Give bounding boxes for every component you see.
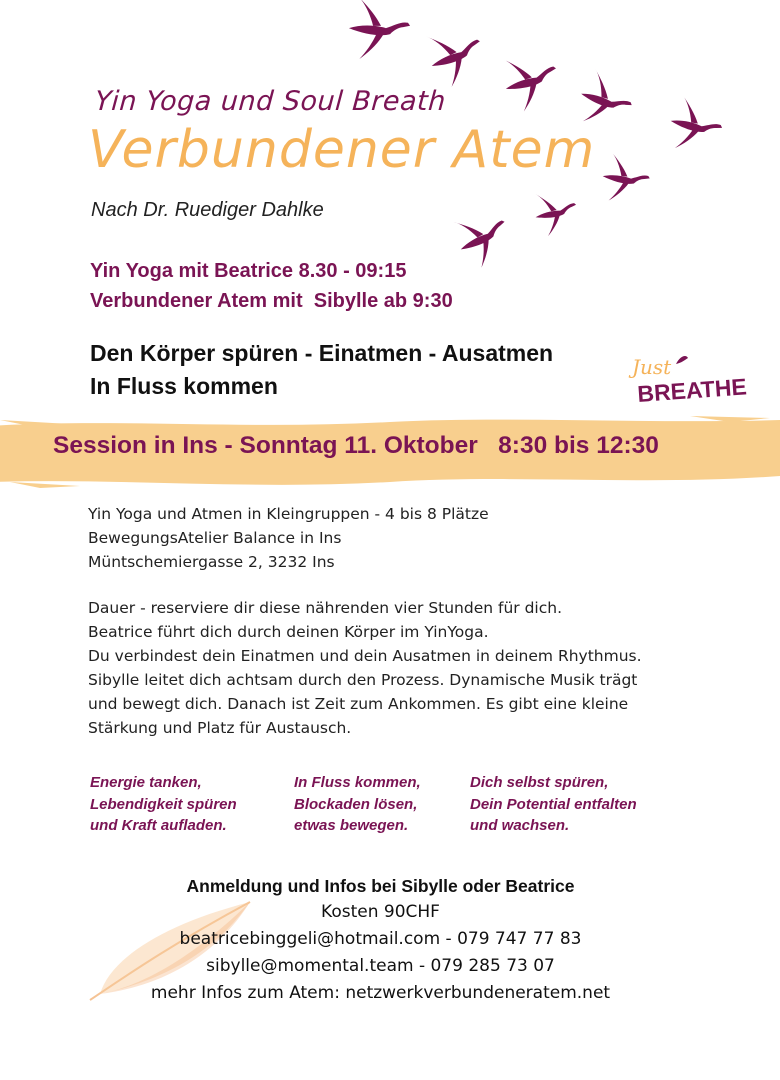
flying-goose-icon [597,151,654,209]
contact-beatrice[interactable]: beatricebinggeli@hotmail.com - 079 747 77 83 [179,929,582,949]
benefit-column-2 [294,772,421,837]
tagline-line-1: Den Körper spüren - Einatmen - Ausatmen [90,340,554,366]
flying-goose-icon [451,205,517,272]
description-block [88,596,642,740]
detail-line: Yin Yoga und Atmen in Kleingruppen - 4 bis 8 Plätze [88,505,489,523]
schedule-yin-yoga: Yin Yoga mit Beatrice 8.30 - 09:15 [90,260,407,282]
session-banner-text: Session in Ins - Sonntag 11. Oktober 8:30 bis 12:30 [53,432,659,459]
description-line: Du verbindest dein Einatmen und dein Ausatmen in deinem Rhythmus. [88,647,642,665]
flying-goose-icon [344,0,414,67]
author-line: Nach Dr. Ruediger Dahlke [91,199,324,221]
badge-line-1: Just [632,355,672,379]
contact-cost: Kosten 90CHF [321,902,440,922]
page-title: Verbundener Atem [88,120,596,180]
benefit-line: Lebendigkeit spüren [90,795,237,813]
benefit-line: Blockaden lösen, [294,795,418,813]
benefit-column-1 [90,772,237,837]
schedule-breathwork: Verbundener Atem mit Sibylle ab 9:30 [90,290,453,312]
description-line: Sibylle leitet dich achtsam durch den Prozess. Dynamische Musik trägt [88,671,638,689]
description-line: Stärkung und Platz für Austausch. [88,719,352,737]
benefit-line: und Kraft aufladen. [90,817,227,834]
subtitle-script: Yin Yoga und Soul Breath [93,86,447,117]
detail-line: BewegungsAtelier Balance in Ins [88,529,342,547]
details-block [88,502,489,574]
description-line: und bewegt dich. Danach ist Zeit zum Ankommen. Es gibt eine kleine [88,695,629,713]
flying-goose-icon [662,94,728,161]
description-line: Beatrice führt dich durch deinen Körper im YinYoga. [88,623,489,641]
flying-goose-icon [501,50,563,114]
tagline-line-2: In Fluss kommen [90,373,278,399]
contact-more-info[interactable]: mehr Infos zum Atem: netzwerkverbundeneratem.net [150,983,611,1003]
flying-goose-icon [424,23,489,90]
flying-goose-icon [534,190,579,237]
badge-line-2: BREATHE [636,373,748,407]
benefit-line: Energie tanken, [90,774,202,791]
just-breathe-badge [628,350,748,412]
benefit-line: In Fluss kommen, [294,774,421,791]
benefit-line: Dein Potential entfalten [470,795,637,813]
description-line: Dauer - reserviere dir diese nährenden vier Stunden für dich. [88,599,563,617]
benefit-line: Dich selbst spüren, [470,774,609,791]
contact-sibylle[interactable]: sibylle@momental.team - 079 285 73 07 [206,956,555,976]
contact-heading: Anmeldung und Infos bei Sibylle oder Beatrice [186,876,575,896]
benefit-line: etwas bewegen. [294,817,409,834]
benefit-line: und wachsen. [470,817,570,834]
benefit-column-3 [470,772,637,837]
detail-line: Müntschemiergasse 2, 3232 Ins [88,553,335,571]
